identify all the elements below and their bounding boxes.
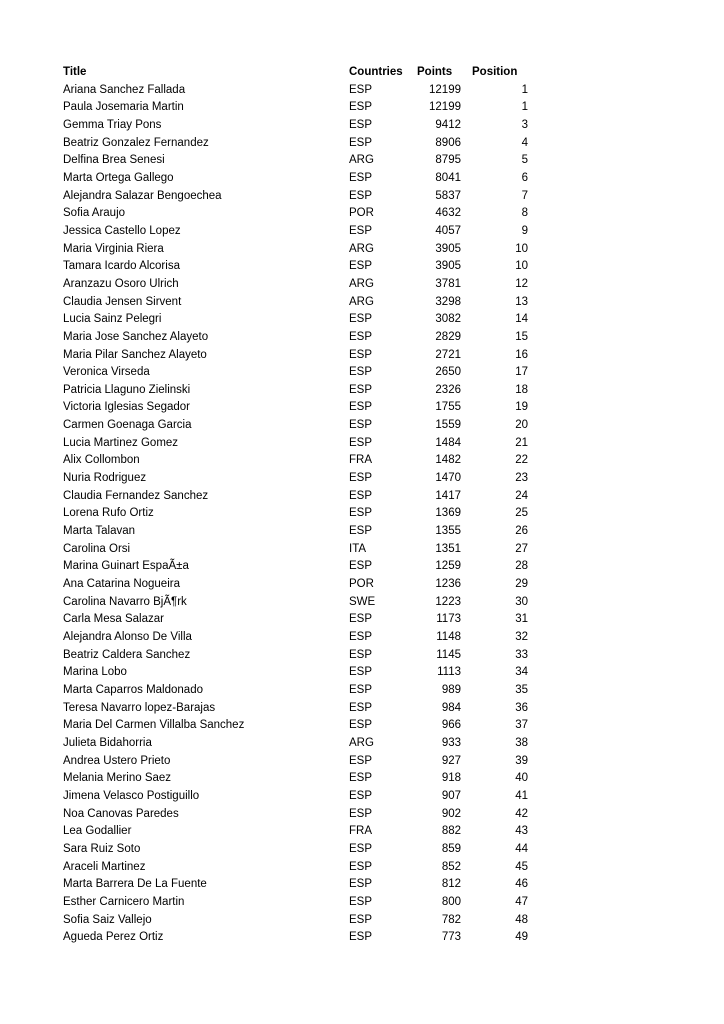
cell-country: POR xyxy=(349,578,374,591)
cell-title: Paula Josemaria Martin xyxy=(63,101,184,114)
cell-position: 18 xyxy=(515,383,528,396)
cell-title: Lea Godallier xyxy=(63,825,132,838)
cell-points: 4632 xyxy=(435,207,461,220)
cell-position: 13 xyxy=(515,295,528,308)
cell-points: 3905 xyxy=(435,242,461,255)
cell-country: ITA xyxy=(349,542,367,555)
cell-country: ESP xyxy=(349,101,373,114)
cell-country: ESP xyxy=(349,348,373,361)
cell-title: Lorena Rufo Ortiz xyxy=(63,507,154,520)
cell-points: 1173 xyxy=(436,613,461,626)
cell-points: 773 xyxy=(441,931,461,944)
table-row xyxy=(63,241,528,259)
ranking-table-body xyxy=(63,82,528,947)
table-row xyxy=(63,417,528,435)
table-row xyxy=(63,664,528,682)
cell-position: 40 xyxy=(515,772,528,785)
table-row xyxy=(63,576,528,594)
cell-title: Alejandra Alonso De Villa xyxy=(63,631,192,643)
table-row xyxy=(63,753,528,771)
table-row xyxy=(63,558,528,576)
cell-points: 1145 xyxy=(436,648,461,661)
table-row xyxy=(63,152,528,170)
table-row xyxy=(63,611,528,629)
table-row xyxy=(63,364,528,382)
header-points: Points xyxy=(417,66,453,78)
cell-position: 5 xyxy=(521,154,528,167)
cell-points: 3298 xyxy=(435,295,461,308)
cell-country: ESP xyxy=(349,878,373,891)
cell-position: 27 xyxy=(515,542,528,555)
table-row xyxy=(63,399,528,417)
cell-title: Ariana Sanchez Fallada xyxy=(63,83,186,96)
table-row xyxy=(63,435,528,453)
cell-position: 28 xyxy=(515,560,528,573)
header-countries: Countries xyxy=(349,66,403,78)
table-row xyxy=(63,276,528,294)
table-row xyxy=(63,806,528,824)
cell-points: 1236 xyxy=(435,578,461,591)
cell-position: 15 xyxy=(515,330,528,343)
cell-country: ESP xyxy=(349,631,373,643)
cell-country: ESP xyxy=(349,419,373,432)
cell-points: 859 xyxy=(441,842,461,855)
cell-title: Tamara Icardo Alcorisa xyxy=(63,260,180,273)
cell-title: Beatriz Caldera Sanchez xyxy=(63,648,191,661)
cell-title: Marta Talavan xyxy=(63,525,136,538)
cell-position: 24 xyxy=(515,489,528,502)
table-row xyxy=(63,682,528,700)
cell-position: 49 xyxy=(515,931,528,944)
cell-title: Ana Catarina Nogueira xyxy=(63,578,180,591)
cell-country: ARG xyxy=(349,242,374,255)
cell-title: Marina Guinart EspaÃ±a xyxy=(63,560,189,573)
table-row xyxy=(63,929,528,947)
table-row xyxy=(63,523,528,541)
cell-points: 1755 xyxy=(435,401,461,414)
cell-points: 8906 xyxy=(435,136,461,149)
cell-position: 20 xyxy=(515,419,528,432)
table-row xyxy=(63,912,528,930)
cell-title: Beatriz Gonzalez Fernandez xyxy=(63,136,209,149)
table-row xyxy=(63,717,528,735)
table-row xyxy=(63,859,528,877)
cell-title: Aranzazu Osoro Ulrich xyxy=(63,277,179,290)
cell-country: ESP xyxy=(349,860,373,873)
table-row xyxy=(63,135,528,153)
cell-title: Alix Collombon xyxy=(63,454,140,467)
cell-points: 882 xyxy=(441,825,461,838)
cell-country: ESP xyxy=(349,789,373,802)
cell-position: 8 xyxy=(521,207,528,220)
cell-title: Melania Merino Saez xyxy=(63,772,172,785)
cell-country: ESP xyxy=(349,931,373,944)
cell-position: 35 xyxy=(515,683,528,696)
cell-country: ESP xyxy=(349,383,373,396)
cell-title: Claudia Fernandez Sanchez xyxy=(63,489,209,502)
cell-country: ESP xyxy=(349,366,373,379)
cell-title: Esther Carnicero Martin xyxy=(63,895,185,908)
cell-position: 45 xyxy=(515,860,528,873)
cell-country: ESP xyxy=(349,525,373,538)
cell-country: ESP xyxy=(349,754,373,767)
table-row xyxy=(63,894,528,912)
cell-points: 852 xyxy=(441,860,461,873)
table-row xyxy=(63,311,528,329)
cell-position: 25 xyxy=(515,507,528,520)
cell-country: ESP xyxy=(349,648,373,661)
cell-title: Victoria Iglesias Segador xyxy=(63,401,190,414)
table-row xyxy=(63,329,528,347)
cell-title: Delfina Brea Senesi xyxy=(63,154,165,167)
cell-points: 1482 xyxy=(435,454,461,467)
cell-points: 2721 xyxy=(435,348,461,361)
cell-country: ARG xyxy=(349,295,374,308)
cell-title: Carmen Goenaga Garcia xyxy=(63,419,192,432)
cell-points: 3905 xyxy=(435,260,461,273)
table-row xyxy=(63,505,528,523)
cell-position: 43 xyxy=(515,825,528,838)
cell-position: 10 xyxy=(515,242,528,255)
cell-country: ARG xyxy=(349,154,374,167)
cell-title: Andrea Ustero Prieto xyxy=(63,754,171,767)
cell-country: ESP xyxy=(349,330,373,343)
cell-title: Sofia Araujo xyxy=(63,207,126,220)
cell-country: ESP xyxy=(349,507,373,520)
table-row xyxy=(63,594,528,612)
cell-position: 31 xyxy=(515,613,528,626)
cell-position: 26 xyxy=(515,525,528,538)
cell-position: 21 xyxy=(515,436,528,449)
cell-points: 8795 xyxy=(435,154,461,167)
cell-points: 782 xyxy=(441,913,461,926)
table-row xyxy=(63,452,528,470)
cell-points: 812 xyxy=(441,878,461,891)
cell-position: 14 xyxy=(515,313,528,326)
cell-country: ESP xyxy=(349,895,373,908)
cell-country: ESP xyxy=(349,118,373,131)
cell-country: ESP xyxy=(349,913,373,926)
table-row xyxy=(63,223,528,241)
cell-title: Maria Jose Sanchez Alayeto xyxy=(63,330,209,343)
table-row xyxy=(63,770,528,788)
cell-title: Maria Virginia Riera xyxy=(63,242,164,255)
cell-points: 12199 xyxy=(429,101,461,114)
cell-title: Marta Barrera De La Fuente xyxy=(63,878,207,891)
cell-country: ESP xyxy=(349,489,373,502)
cell-country: ESP xyxy=(349,472,373,485)
table-row xyxy=(63,170,528,188)
cell-points: 5837 xyxy=(435,189,461,202)
cell-country: ESP xyxy=(349,171,373,184)
cell-country: ARG xyxy=(349,277,374,290)
cell-country: SWE xyxy=(349,595,376,608)
table-row xyxy=(63,735,528,753)
cell-country: ESP xyxy=(349,136,373,149)
header-title: Title xyxy=(63,66,87,78)
cell-points: 3781 xyxy=(435,277,461,290)
cell-points: 800 xyxy=(441,895,461,908)
table-row xyxy=(63,700,528,718)
cell-points: 1559 xyxy=(435,419,461,432)
cell-points: 927 xyxy=(441,754,461,767)
cell-country: ESP xyxy=(349,666,373,679)
table-row xyxy=(63,347,528,365)
cell-points: 1369 xyxy=(435,507,461,520)
cell-position: 16 xyxy=(515,348,528,361)
cell-title: Araceli Martinez xyxy=(63,860,146,873)
cell-points: 1148 xyxy=(436,631,461,643)
cell-title: Julieta Bidahorria xyxy=(63,736,152,749)
cell-points: 902 xyxy=(441,807,461,820)
cell-country: ESP xyxy=(349,842,373,855)
cell-title: Gemma Triay Pons xyxy=(63,118,162,131)
cell-points: 4057 xyxy=(435,224,461,237)
cell-position: 42 xyxy=(515,807,528,820)
cell-title: Marta Caparros Maldonado xyxy=(63,683,203,696)
table-row xyxy=(63,876,528,894)
cell-position: 3 xyxy=(521,118,528,131)
cell-position: 36 xyxy=(515,701,528,714)
cell-points: 1351 xyxy=(435,542,461,555)
cell-position: 9 xyxy=(521,224,528,237)
cell-title: Patricia Llaguno Zielinski xyxy=(63,383,191,396)
table-row xyxy=(63,99,528,117)
cell-position: 7 xyxy=(521,189,528,202)
cell-points: 2650 xyxy=(435,366,461,379)
cell-points: 1355 xyxy=(435,525,461,538)
cell-title: Veronica Virseda xyxy=(63,366,150,379)
cell-country: FRA xyxy=(349,825,372,838)
cell-position: 10 xyxy=(515,260,528,273)
table-row xyxy=(63,382,528,400)
cell-country: ESP xyxy=(349,83,373,96)
cell-position: 1 xyxy=(521,101,528,114)
cell-country: ESP xyxy=(349,719,373,732)
table-row xyxy=(63,470,528,488)
cell-position: 4 xyxy=(521,136,528,149)
cell-points: 984 xyxy=(441,701,461,714)
cell-points: 1484 xyxy=(435,436,461,449)
cell-title: Claudia Jensen Sirvent xyxy=(63,295,182,308)
cell-position: 29 xyxy=(515,578,528,591)
cell-country: POR xyxy=(349,207,374,220)
cell-position: 47 xyxy=(515,895,528,908)
cell-country: ESP xyxy=(349,401,373,414)
cell-country: ESP xyxy=(349,224,373,237)
cell-position: 44 xyxy=(515,842,528,855)
header-position: Position xyxy=(472,66,518,78)
cell-points: 2326 xyxy=(435,383,461,396)
cell-title: Noa Canovas Paredes xyxy=(63,807,179,820)
cell-points: 918 xyxy=(441,772,461,785)
cell-position: 46 xyxy=(515,878,528,891)
table-row xyxy=(63,188,528,206)
ranking-table-header xyxy=(63,64,528,82)
cell-title: Maria Pilar Sanchez Alayeto xyxy=(63,348,207,361)
cell-title: Jessica Castello Lopez xyxy=(63,224,181,237)
cell-position: 33 xyxy=(515,648,528,661)
cell-country: ARG xyxy=(349,736,374,749)
cell-title: Nuria Rodriguez xyxy=(63,472,147,485)
cell-points: 2829 xyxy=(435,330,461,343)
cell-country: ESP xyxy=(349,701,373,714)
table-row xyxy=(63,258,528,276)
table-row xyxy=(63,629,528,647)
cell-country: ESP xyxy=(349,260,373,273)
cell-points: 1470 xyxy=(435,472,461,485)
cell-title: Carolina Navarro BjÃ¶rk xyxy=(63,595,187,608)
cell-country: ESP xyxy=(349,560,373,573)
table-row xyxy=(63,788,528,806)
cell-title: Maria Del Carmen Villalba Sanchez xyxy=(63,719,245,732)
table-row xyxy=(63,488,528,506)
cell-country: ESP xyxy=(349,613,373,626)
cell-title: Marta Ortega Gallego xyxy=(63,171,174,184)
cell-country: ESP xyxy=(349,772,373,785)
cell-position: 30 xyxy=(515,595,528,608)
cell-position: 19 xyxy=(515,401,528,414)
cell-points: 989 xyxy=(441,683,461,696)
cell-points: 9412 xyxy=(435,118,461,131)
cell-points: 3082 xyxy=(435,313,461,326)
cell-position: 39 xyxy=(515,754,528,767)
cell-country: ESP xyxy=(349,683,373,696)
cell-position: 17 xyxy=(515,366,528,379)
cell-position: 12 xyxy=(515,277,528,290)
table-row xyxy=(63,117,528,135)
cell-title: Lucia Martinez Gomez xyxy=(63,436,179,449)
cell-points: 966 xyxy=(441,719,461,732)
cell-position: 48 xyxy=(515,913,528,926)
table-row xyxy=(63,294,528,312)
cell-points: 8041 xyxy=(435,171,461,184)
cell-position: 34 xyxy=(515,666,528,679)
cell-position: 38 xyxy=(515,736,528,749)
cell-points: 1259 xyxy=(435,560,461,573)
cell-title: Agueda Perez Ortiz xyxy=(63,931,164,944)
cell-position: 32 xyxy=(515,631,528,643)
cell-points: 933 xyxy=(441,736,461,749)
cell-country: FRA xyxy=(349,454,372,467)
cell-title: Marina Lobo xyxy=(63,666,127,679)
cell-position: 22 xyxy=(515,454,528,467)
cell-points: 1113 xyxy=(437,666,461,679)
cell-position: 23 xyxy=(515,472,528,485)
cell-points: 1417 xyxy=(435,489,461,502)
header-row xyxy=(63,64,528,82)
cell-title: Jimena Velasco Postiguillo xyxy=(63,789,200,802)
table-row xyxy=(63,647,528,665)
table-row xyxy=(63,841,528,859)
cell-points: 907 xyxy=(441,789,461,802)
cell-title: Lucia Sainz Pelegri xyxy=(63,313,162,326)
cell-country: ESP xyxy=(349,436,373,449)
cell-title: Sofia Saiz Vallejo xyxy=(63,913,152,926)
cell-title: Sara Ruiz Soto xyxy=(63,842,141,855)
cell-position: 37 xyxy=(515,719,528,732)
cell-title: Carolina Orsi xyxy=(63,542,131,555)
cell-country: ESP xyxy=(349,189,373,202)
cell-position: 6 xyxy=(521,171,528,184)
cell-points: 12199 xyxy=(429,83,461,96)
cell-title: Carla Mesa Salazar xyxy=(63,613,164,626)
cell-country: ESP xyxy=(349,313,373,326)
cell-position: 1 xyxy=(521,83,528,96)
table-row xyxy=(63,823,528,841)
ranking-table xyxy=(63,64,528,947)
cell-title: Teresa Navarro lopez-Barajas xyxy=(63,701,216,714)
cell-points: 1223 xyxy=(435,595,461,608)
table-row xyxy=(63,205,528,223)
table-row xyxy=(63,541,528,559)
table-row xyxy=(63,82,528,100)
cell-title: Alejandra Salazar Bengoechea xyxy=(63,189,222,202)
cell-country: ESP xyxy=(349,807,373,820)
cell-position: 41 xyxy=(515,789,528,802)
